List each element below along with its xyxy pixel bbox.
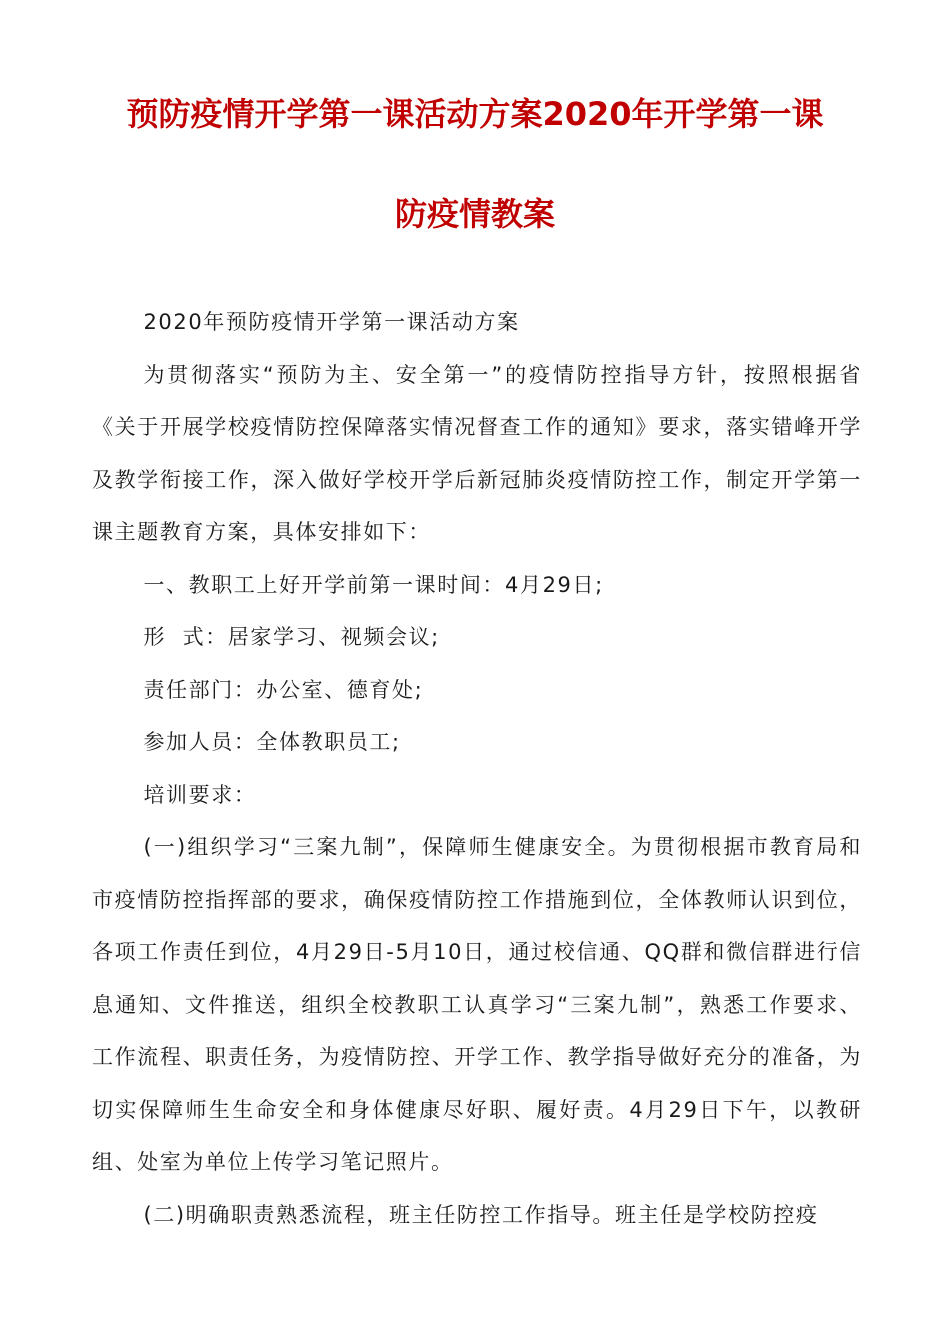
paragraph-training-requirements: 培训要求： <box>143 782 257 807</box>
paragraph-section-1-time: 一、教职工上好开学前第一课时间：4月29日; <box>143 572 604 597</box>
document-title-line-1: 预防疫情开学第一课活动方案2020年开学第一课 <box>126 95 824 133</box>
paragraph-intro: 为贯彻落实“预防为主、安全第一”的疫情防控指导方针，按照根据省《关于开展学校疫情防控保障落实情况督查工作的通知》要求，落实错峰开学及教学衔接工作，深入做好学校开学后新冠肺炎疫情防控工作，制定开学第一课主题教育方案，具体安排如下： <box>92 362 862 544</box>
paragraph-participants: 参加人员：全体教职员工; <box>143 730 401 754</box>
paragraph-responsible-dept: 责任部门：办公室、德育处; <box>143 677 424 702</box>
paragraph-plan-heading: 2020年预防疫情开学第一课活动方案 <box>143 310 520 334</box>
document-body <box>92 296 862 1241</box>
paragraph-format: 形 式：居家学习、视频会议; <box>143 625 440 649</box>
document-title-line-2: 防疫情教案 <box>394 195 555 233</box>
paragraph-requirement-2: (二)明确职责熟悉流程，班主任防控工作指导。班主任是学校防控疫 <box>143 1202 819 1227</box>
paragraph-requirement-1: (一)组织学习“三案九制”，保障师生健康安全。为贯彻根据市教育局和市疫情防控指挥部的要求，确保疫情防控工作措施到位，全体教师认识到位，各项工作责任到位，4月29日-5月10日，通过校信通、QQ群和微信群进行信息通知、文件推送，组织全校教职工认真学习“三案九制”，熟悉工作要求、工作流程、职责任务，为疫情防控、开学工作、教学指导做好充分的准备，为切实保障师生生命安全和身体健康尽好职、履好责。4月29日下午，以教研组、处室为单位上传学习笔记照片。 <box>92 835 862 1174</box>
